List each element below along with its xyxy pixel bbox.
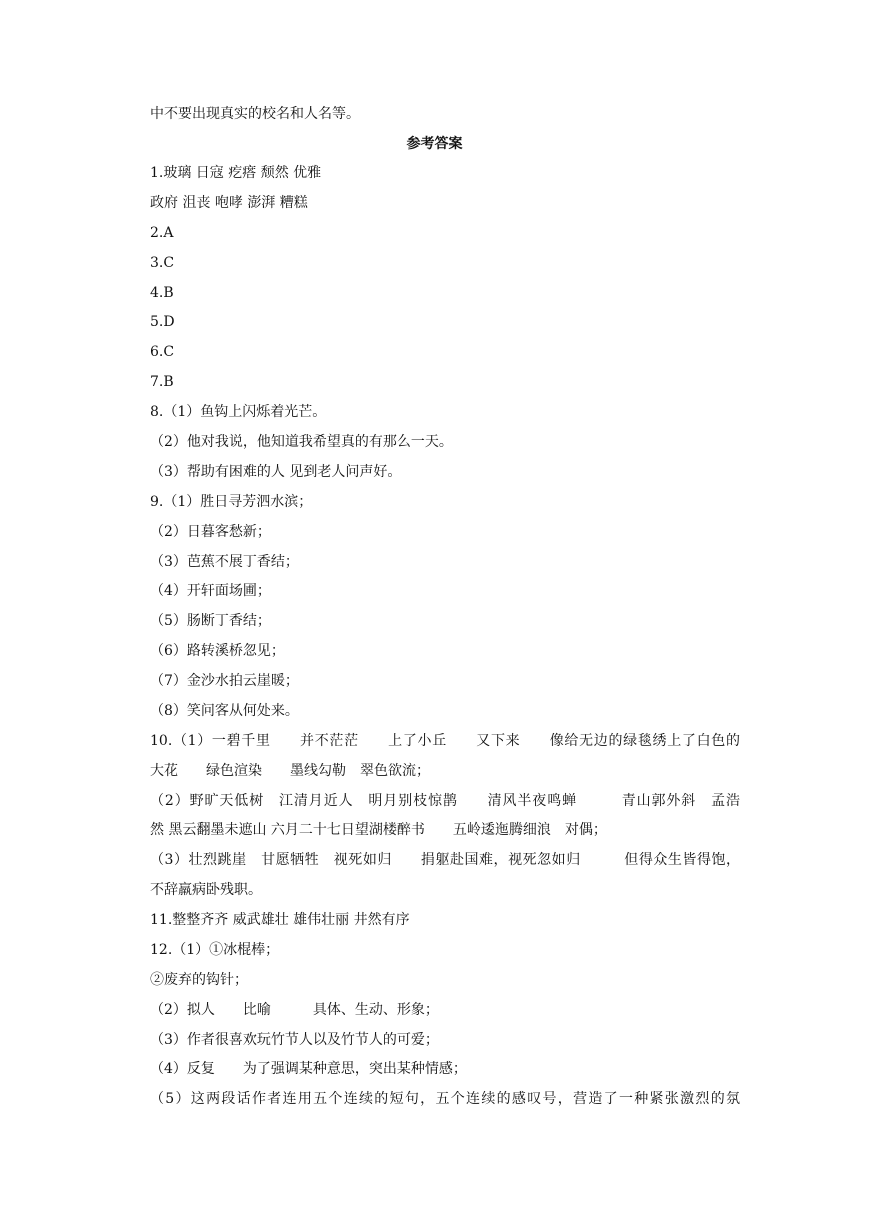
answer-line: （2）野旷天低树 江清月近人 明月别枝惊鹊 清风半夜鸣蝉 青山郭外斜 孟浩 — [150, 793, 740, 809]
answer-line: 11.整整齐齐 威武雄壮 雄伟壮丽 井然有序 — [150, 912, 410, 928]
answer-line: （6）路转溪桥忽见； — [150, 643, 285, 659]
answer-line: ②废弃的钩针； — [150, 972, 248, 988]
answer-line: 大花 绿色渲染 墨线勾勒 翠色欲流； — [150, 763, 430, 779]
answer-line: 10.（1）一碧千里 并不茫茫 上了小丘 又下来 像给无边的绿毯绣上了白色的 — [150, 733, 740, 749]
answer-line: （8）笑问客从何处来。 — [150, 703, 299, 719]
answer-line: 政府 沮丧 咆哮 澎湃 糟糕 — [150, 195, 308, 211]
answer-line: 9.（1）胜日寻芳泗水滨； — [150, 494, 313, 510]
answer-line: （2）日暮客愁新； — [150, 524, 271, 540]
answer-line: （5）肠断丁香结； — [150, 613, 271, 629]
answer-line: （4）开轩面场圃； — [150, 583, 271, 599]
answer-line: 4.B — [150, 285, 174, 301]
answer-line: （3）帮助有困难的人 见到老人问声好。 — [150, 464, 402, 480]
answer-line: （5）这两段话作者连用五个连续的短句，五个连续的感叹号，营造了一种紧张激烈的氛 — [150, 1091, 740, 1107]
answer-line: 5.D — [150, 314, 175, 330]
answer-line: 1.玻璃 日寇 疙瘩 颓然 优雅 — [150, 165, 322, 181]
answer-line: 7.B — [150, 374, 174, 390]
answer-line: （3）芭蕉不展丁香结； — [150, 554, 299, 570]
answer-line: （7）金沙水拍云崖暖； — [150, 673, 299, 689]
answer-title: 参考答案 — [406, 136, 463, 152]
answer-line: （3）壮烈跳崖 甘愿牺牲 视死如归 捐躯赴国难，视死忽如归 但得众生皆得饱， — [150, 852, 740, 868]
intro-line: 中不要出现真实的校名和人名等。 — [150, 106, 360, 122]
answer-line: 8.（1）鱼钩上闪烁着光芒。 — [150, 404, 327, 420]
answer-line: 6.C — [150, 344, 175, 360]
answer-line: （4）反复 为了强调某种意思，突出某种情感； — [150, 1061, 467, 1077]
answer-line: 不辞羸病卧残职。 — [150, 882, 262, 898]
answer-line: （3）作者很喜欢玩竹节人以及竹节人的可爱； — [150, 1032, 439, 1048]
answer-line: 12.（1）①冰棍棒； — [150, 942, 280, 958]
answer-line: （2）拟人 比喻 具体、生动、形象； — [150, 1002, 439, 1018]
answer-line: 然 黑云翻墨未遮山 六月二十七日望湖楼醉书 五岭逶迤腾细浪 对偶； — [150, 822, 607, 838]
answer-line: （2）他对我说，他知道我希望真的有那么一天。 — [150, 434, 453, 450]
answer-line: 2.A — [150, 225, 174, 241]
answer-line: 3.C — [150, 255, 175, 271]
